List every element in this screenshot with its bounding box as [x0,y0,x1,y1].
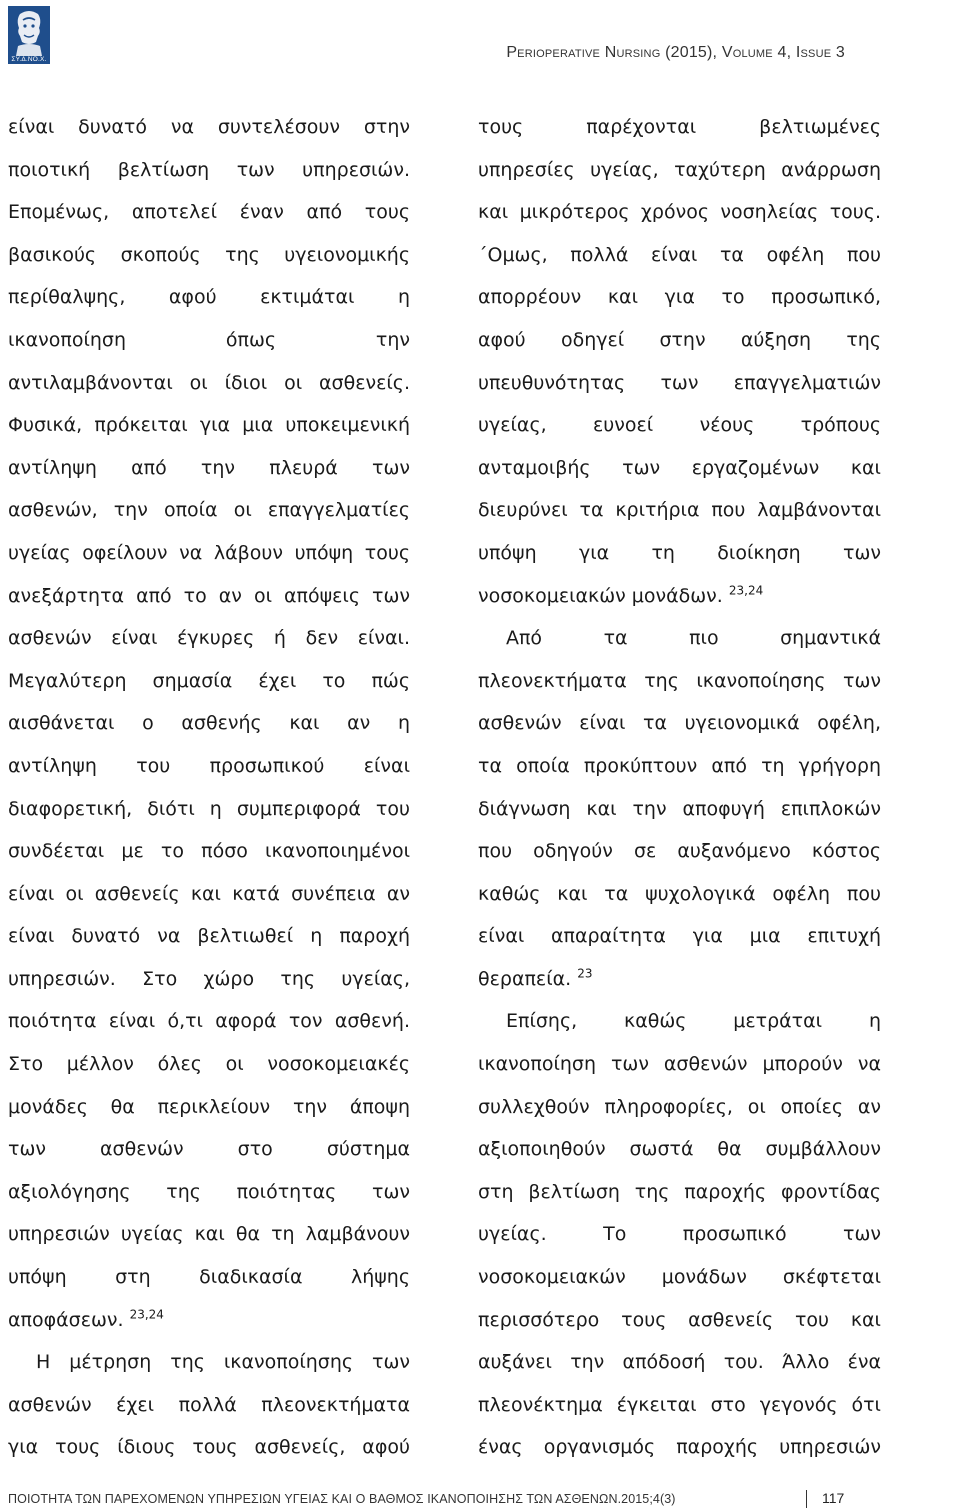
line-text: Επομένως, αποτελεί έναν από τους [8,201,410,224]
text-line [478,404,881,447]
line-text: για τους ίδιους τους ασθενείς, αφού [8,1436,410,1459]
line-text: περίθαλψης, αφού εκτιμάται η [8,286,410,309]
right-column [478,106,881,1469]
text-line [478,1256,881,1299]
line-text: απορρέουν και για το προσωπικό, [478,286,881,309]
text-line [478,830,881,873]
text-line [478,1213,881,1256]
line-text: υπηρεσιών υγείας και θα τη λαμβάνουν [8,1223,410,1246]
line-text: ασθενών είναι έγκυρες ή δεν είναι. [8,627,410,650]
line-text: ποιοτική βελτίωση των υπηρεσιών. [8,158,410,181]
text-line [8,873,410,916]
text-line [8,1384,410,1427]
line-text: υγείας. Το προσωπικό των [478,1223,881,1246]
line-text: αφού οδηγεί στην αύξηση της [478,328,881,351]
text-line [478,745,881,788]
line-text: των ασθενών στο σύστημα [8,1138,410,1161]
text-line [8,191,410,234]
line-text: καθώς και τα ψυχολογικά οφέλη που [478,882,881,905]
line-text: νοσοκομειακών μονάδων σκέφτεται [478,1266,881,1289]
text-line [478,106,881,149]
text-line [478,149,881,192]
citation-superscript: 23,24 [129,1307,164,1322]
line-text: αποφάσεων. [8,1308,124,1331]
line-text: συλλεχθούν πληροφορίες, οι οποίες αν [478,1095,881,1118]
line-text: ποιότητα είναι ό,τι αφορά τον ασθενή. [8,1010,410,1033]
text-line [478,276,881,319]
text-line [478,489,881,532]
text-line [478,191,881,234]
line-text: διαφορετική, διότι η συμπεριφορά του [8,797,410,820]
footer-title: ΠΟΙΟΤΗΤΑ ΤΩΝ ΠΑΡΕΧΟΜΕΝΩΝ ΥΠΗΡΕΣΙΩΝ ΥΓΕΙΑΣ ΚΑΙ Ο ΒΑΘΜΟΣ ΙΚΑΝΟΠΟΙΗΣΗΣ ΤΩΝ ΑΣΘΕΝΩΝ.2015;4(3) [8,1492,676,1506]
text-line [8,617,410,660]
text-line [8,745,410,788]
text-line [8,1213,410,1256]
line-text: στη βελτίωση της παροχής φροντίδας [478,1180,881,1203]
line-text: και μικρότερος χρόνος νοσηλείας τους. [478,201,881,224]
line-text: ανταμοιβής των εργαζομένων και [478,456,881,479]
text-line [478,532,881,575]
line-text: περισσότερο τους ασθενείς του και [478,1308,881,1331]
text-line [478,447,881,490]
page-number: 117 [822,1490,845,1506]
text-line [478,234,881,277]
journal-logo [8,6,50,64]
text-line [8,788,410,831]
line-text: είναι δυνατό να βελτιωθεί η παροχή [8,925,410,948]
text-line [8,830,410,873]
line-text: ασθενών, την οποία οι επαγγελματίες [8,499,410,522]
line-text: αισθάνεται ο ασθενής και αν η [8,712,410,735]
text-line [8,404,410,447]
line-text: συνδέεται με το πόσο ικανοποιημένοι [8,840,410,863]
text-line [8,149,410,192]
line-text: ΄Ομως, πολλά είναι τα οφέλη που [478,243,881,266]
line-text: ικανοποίηση όπως την [8,328,410,351]
line-text: διάγνωση και την αποφυγή επιπλοκών [478,797,881,820]
text-line [478,1128,881,1171]
line-text: ασθενών είναι τα υγειονομικά οφέλη, [478,712,881,735]
text-line [8,532,410,575]
text-line [478,1043,881,1086]
text-line [8,1171,410,1214]
line-text: βασικούς σκοπούς της υγειονομικής [8,243,410,266]
text-line [8,276,410,319]
text-line [478,1000,881,1043]
line-text: που οδηγούν σε αυξανόμενο κόστος [478,840,881,863]
line-text: αξιοποιηθούν σωστά θα συμβάλλουν [478,1138,881,1161]
line-text: αυξάνει την απόδοσή του. Άλλο ένα [478,1351,881,1374]
text-line [478,362,881,405]
line-text: ένας οργανισμός παροχής υπηρεσιών [478,1436,881,1459]
text-line [8,1256,410,1299]
line-text: ικανοποίηση των ασθενών μπορούν να [478,1053,881,1076]
line-text: Από τα πιο σημαντικά [506,627,881,650]
text-line [8,106,410,149]
text-line [8,575,410,618]
text-line [8,1299,410,1342]
line-text: Μεγαλύτερη σημασία έχει το πώς [8,669,410,692]
text-line [8,234,410,277]
line-text: τους παρέχονται βελτιωμένες [478,116,881,138]
text-line [8,1086,410,1129]
text-line [8,1341,410,1384]
line-text: ασθενών έχει πολλά πλεονεκτήματα [8,1393,410,1416]
text-line [8,660,410,703]
text-line [8,362,410,405]
line-text: υγείας οφείλουν να λάβουν υπόψη τους [8,541,410,564]
line-text: αξιολόγησης της ποιότητας των [8,1180,410,1203]
line-text: μονάδες θα περικλείουν την άποψη [8,1095,410,1118]
line-text: αντιλαμβάνονται οι ίδιοι οι ασθενείς. [8,371,410,394]
footer-divider [806,1490,807,1508]
line-text: Φυσικά, πρόκειται για μια υποκειμενική [8,414,410,437]
text-line [8,915,410,958]
line-text: νοσοκομειακών μονάδων. [478,584,723,607]
text-line [478,788,881,831]
text-line [478,958,881,1001]
line-text: Επίσης, καθώς μετράται η [506,1010,881,1033]
text-line [478,660,881,703]
text-line [8,702,410,745]
line-text: Η μέτρηση της ικανοποίησης των [36,1351,410,1374]
physician-portrait-icon [8,6,50,56]
text-line [478,617,881,660]
line-text: υγείας, ευνοεί νέους τρόπους [478,414,881,437]
left-column [8,106,410,1469]
line-text: ανεξάρτητα από το αν οι απόψεις των [8,584,410,607]
line-text: είναι οι ασθενείς και κατά συνέπεια αν [8,882,410,905]
text-line [478,1086,881,1129]
line-text: υπηρεσιών. Στο χώρο της υγείας, [8,967,410,990]
line-text: υπόψη στη διαδικασία λήψης [8,1266,410,1289]
logo-caption: ΣΥ.Δ.ΝΟ.Χ. [11,56,47,63]
text-line [478,1299,881,1342]
text-line [8,1043,410,1086]
text-line [478,319,881,362]
text-line [478,702,881,745]
line-text: είναι δυνατό να συντελέσουν στην [8,116,410,138]
text-line [478,575,881,618]
text-line [8,1128,410,1171]
line-text: αντίληψη του προσωπικού είναι [8,754,410,777]
text-line [478,915,881,958]
citation-superscript: 23,24 [728,583,764,598]
line-text: διευρύνει τα κριτήρια που λαμβάνονται [478,499,881,522]
line-text: είναι απαραίτητα για μια επιτυχή [478,925,881,948]
text-line [478,1171,881,1214]
text-line [478,1384,881,1427]
text-line [8,1000,410,1043]
text-line [8,958,410,1001]
text-line [8,447,410,490]
line-text: τα οποία προκύπτουν από τη γρήγορη [478,754,881,777]
text-line [478,1341,881,1384]
line-text: πλεονεκτήματα της ικανοποίησης των [478,669,881,692]
citation-superscript: 23 [577,966,593,981]
text-line [8,489,410,532]
text-line [478,1426,881,1469]
line-text: αντίληψη από την πλευρά των [8,456,410,479]
line-text: υπόψη για τη διοίκηση των [478,541,881,564]
text-line [8,319,410,362]
line-text: Στο μέλλον όλες οι νοσοκομειακές [8,1053,410,1076]
line-text: θεραπεία. [478,967,572,990]
line-text: υπηρεσίες υγείας, ταχύτερη ανάρρωση [478,158,881,181]
line-text: πλεονέκτημα έγκειται στο γεγονός ότι [478,1393,881,1416]
running-head: Perioperative Nursing (2015), Volume 4, Issue 3 [506,44,845,61]
line-text: υπευθυνότητας των επαγγελματιών [478,371,881,394]
text-line [478,873,881,916]
text-line [8,1426,410,1469]
